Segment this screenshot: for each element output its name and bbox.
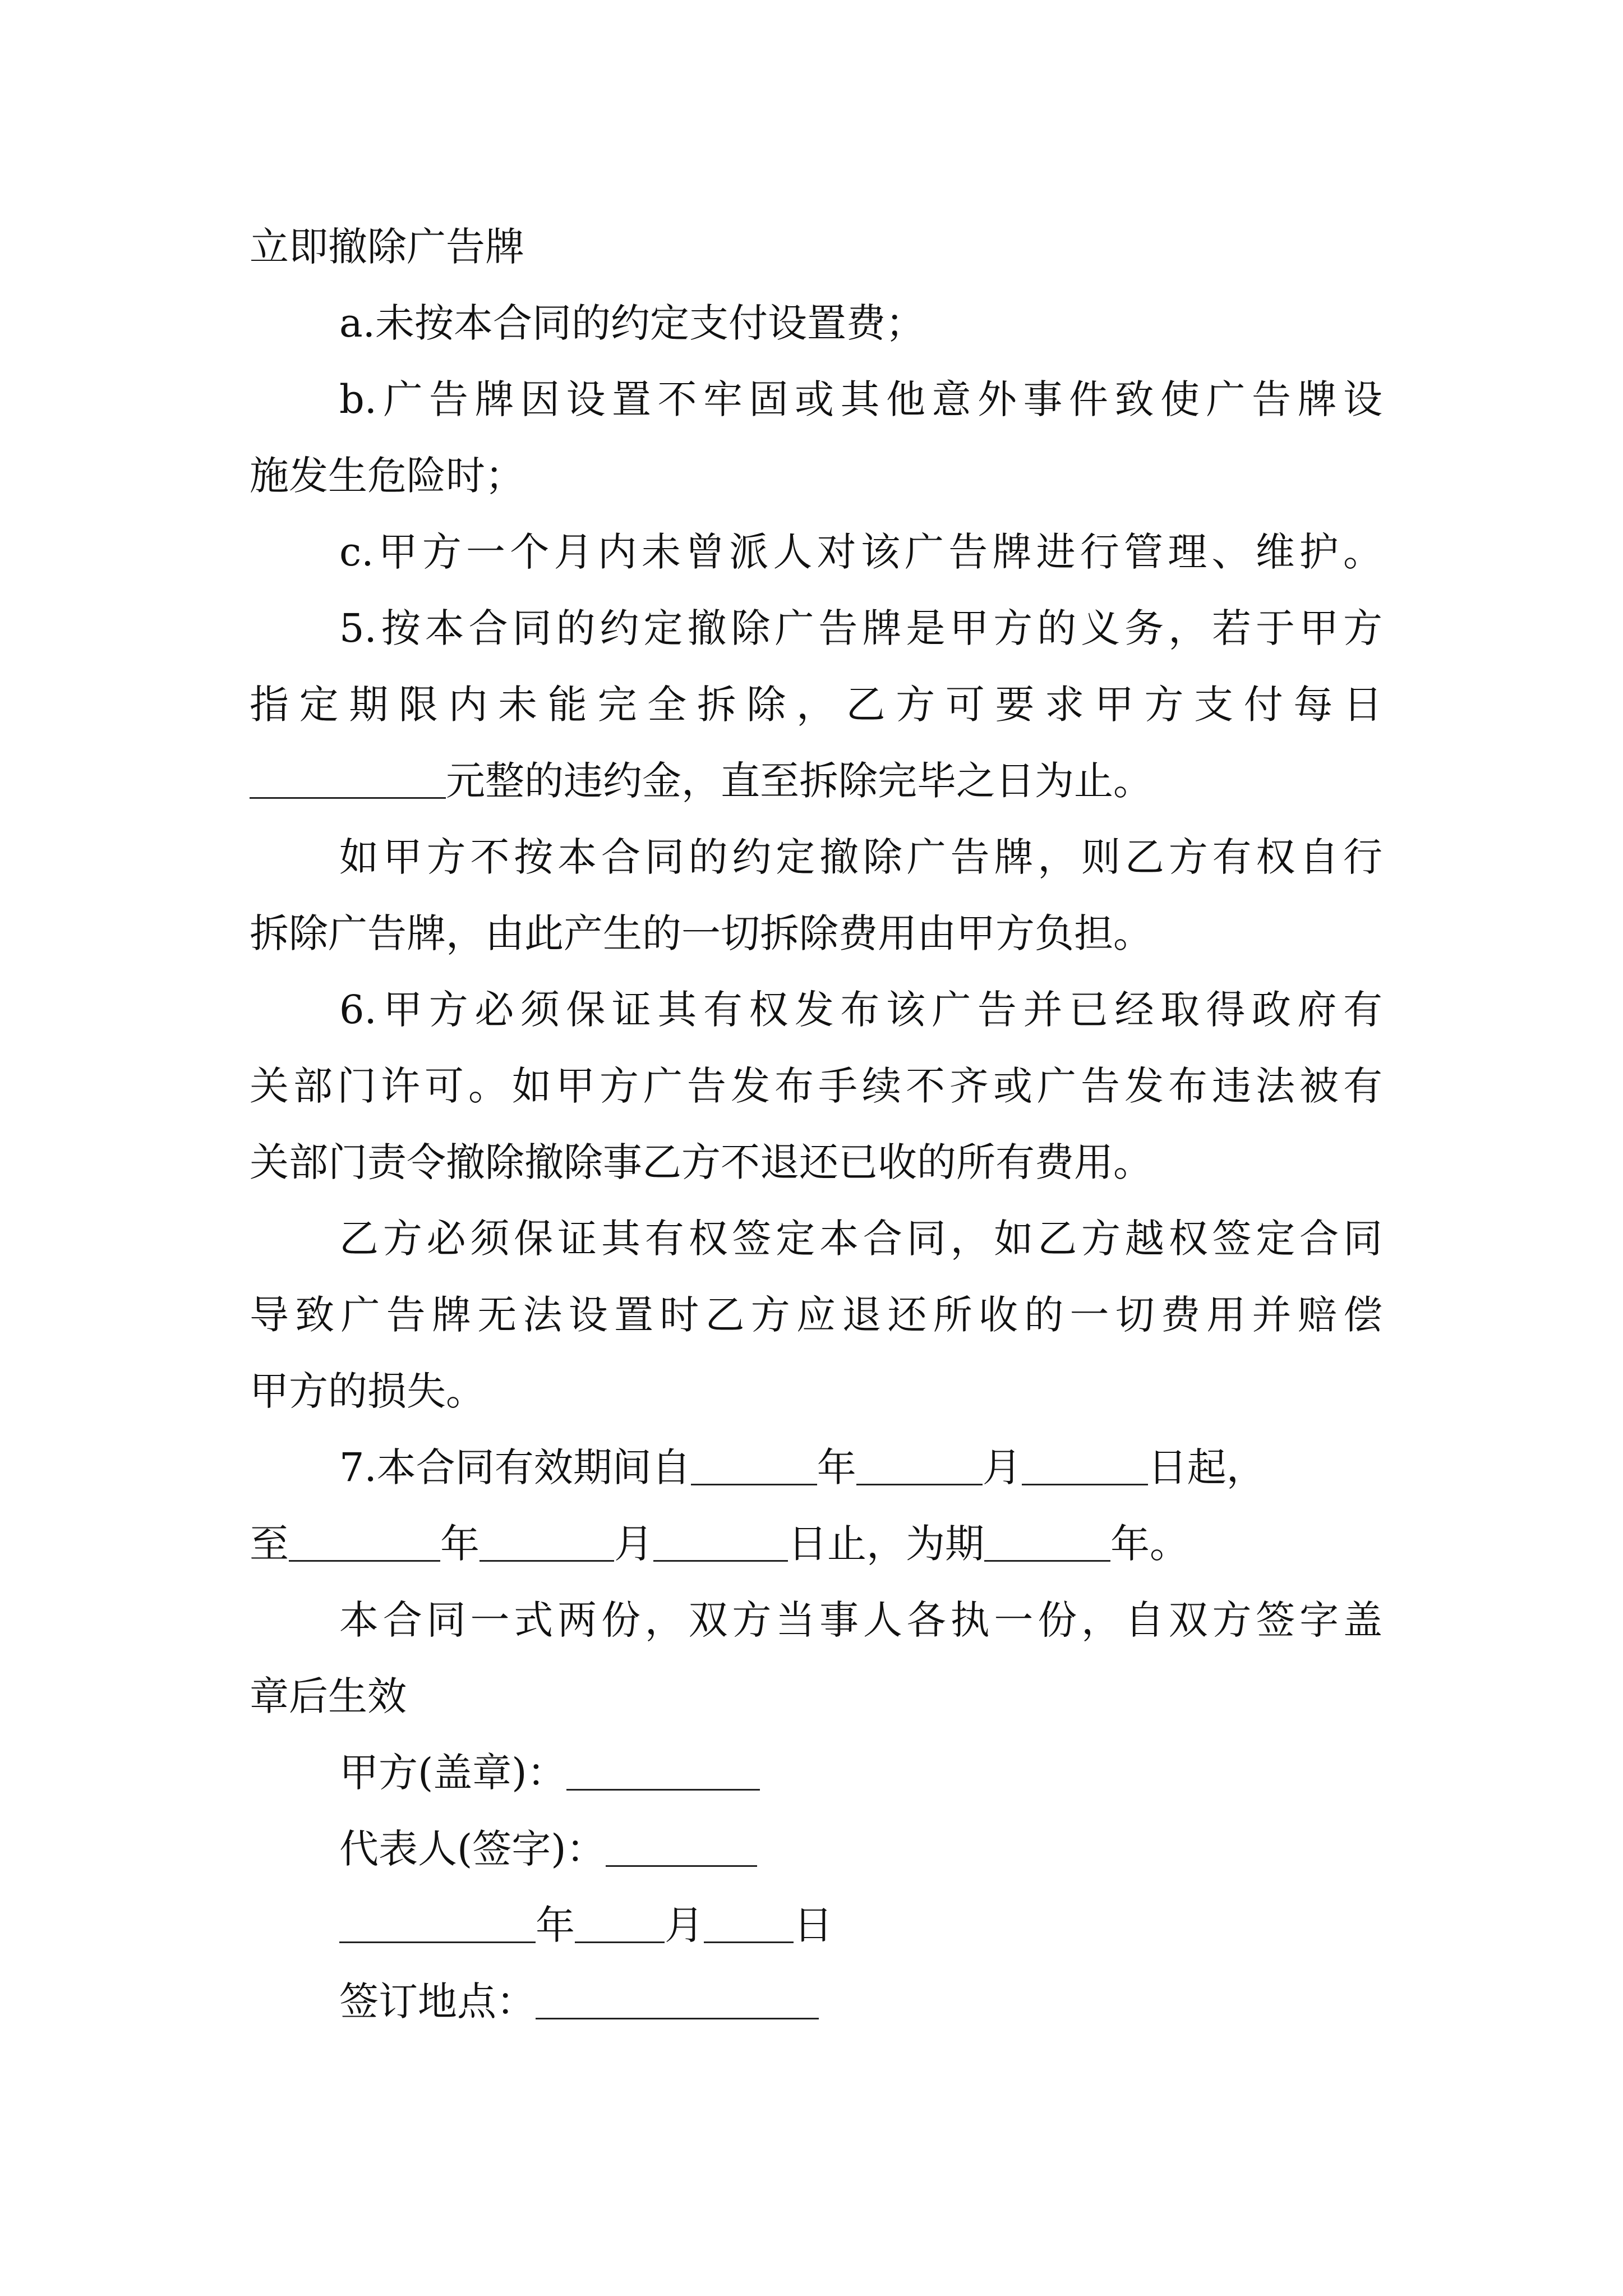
paragraph-line: 甲方的损失。 bbox=[250, 1368, 485, 1414]
end-year-blank[interactable] bbox=[289, 1521, 440, 1562]
sign-place-blank[interactable] bbox=[536, 1978, 819, 2019]
party-a-seal-label: 甲方(盖章)： bbox=[339, 1750, 566, 1796]
contract-text bbox=[250, 209, 1382, 2040]
end-day-blank[interactable] bbox=[653, 1521, 788, 1562]
sign-year-blank[interactable] bbox=[339, 1902, 536, 1943]
paragraph-line: 如甲方不按本合同的约定撤除广告牌，则乙方有权自行 bbox=[339, 834, 1382, 880]
sign-place-line bbox=[250, 1963, 1382, 2040]
clause-7-text: 7.本合同有效期间自 bbox=[339, 1444, 691, 1490]
day-label: 日止，为期 bbox=[788, 1521, 984, 1567]
party-a-seal-line bbox=[250, 1734, 1382, 1811]
sign-date-line bbox=[250, 1887, 1382, 1963]
clause-6-line-2: 关部门许可。如甲方广告发布手续不齐或广告发布违法被有 bbox=[250, 1063, 1382, 1109]
paragraph-line: 拆除广告牌，由此产生的一切拆除费用由甲方负担。 bbox=[250, 910, 1152, 956]
clause-5-line-3 bbox=[250, 743, 1382, 819]
representative-signature-blank[interactable] bbox=[606, 1826, 757, 1867]
sign-place-label: 签订地点： bbox=[339, 1978, 536, 2024]
paragraph-line: 章后生效 bbox=[250, 1673, 407, 1719]
clause-5-line-2: 指定期限内未能完全拆除，乙方可要求甲方支付每日 bbox=[250, 682, 1382, 728]
paragraph-line: 导致广告牌无法设置时乙方应退还所收的一切费用并赔偿 bbox=[250, 1292, 1382, 1338]
year-label: 年 bbox=[536, 1902, 575, 1948]
month-label: 月 bbox=[665, 1902, 704, 1948]
clause-6-line-1: 6.甲方必须保证其有权发布该广告并已经取得政府有 bbox=[339, 987, 1382, 1033]
start-month-blank[interactable] bbox=[856, 1444, 983, 1485]
clause-b-line-1: b.广告牌因设置不牢固或其他意外事件致使广告牌设 bbox=[339, 376, 1382, 422]
start-year-blank[interactable] bbox=[691, 1444, 817, 1485]
paragraph-line: 本合同一式两份，双方当事人各执一份，自双方签字盖 bbox=[339, 1597, 1382, 1643]
year-label: 年 bbox=[440, 1521, 479, 1567]
sign-month-blank[interactable] bbox=[575, 1902, 665, 1943]
representative-line bbox=[250, 1811, 1382, 1887]
to-label: 至 bbox=[250, 1521, 289, 1567]
paragraph-line: 乙方必须保证其有权签定本合同，如乙方越权签定合同 bbox=[339, 1216, 1382, 1262]
clause-b-line-2: 施发生危险时； bbox=[250, 453, 524, 499]
month-label: 月 bbox=[614, 1521, 653, 1567]
clause-5-line-3-text: 元整的违约金，直至拆除完毕之日为止。 bbox=[446, 758, 1152, 804]
party-a-seal-blank[interactable] bbox=[566, 1750, 760, 1791]
clause-c: c.甲方一个月内未曾派人对该广告牌进行管理、维护。 bbox=[339, 529, 1382, 575]
sign-day-blank[interactable] bbox=[704, 1902, 794, 1943]
day-label: 日起， bbox=[1147, 1444, 1266, 1490]
clause-7-line-2 bbox=[250, 1506, 1382, 1582]
clause-a: a.未按本合同的约定支付设置费； bbox=[339, 300, 925, 346]
start-day-blank[interactable] bbox=[1022, 1444, 1148, 1485]
duration-years-blank[interactable] bbox=[984, 1521, 1110, 1562]
day-label: 日 bbox=[794, 1902, 833, 1948]
penalty-amount-blank[interactable] bbox=[250, 758, 446, 799]
years-label: 年。 bbox=[1110, 1521, 1189, 1567]
clause-5-line-1: 5.按本合同的约定撤除广告牌是甲方的义务，若于甲方 bbox=[339, 605, 1382, 651]
clause-7-line-1 bbox=[250, 1429, 1382, 1506]
paragraph-line: 立即撤除广告牌 bbox=[250, 224, 524, 270]
representative-label: 代表人(签字)： bbox=[339, 1826, 606, 1872]
end-month-blank[interactable] bbox=[479, 1521, 614, 1562]
month-label: 月 bbox=[982, 1444, 1022, 1490]
clause-6-line-3: 关部门责令撤除撤除事乙方不退还已收的所有费用。 bbox=[250, 1139, 1152, 1185]
year-label: 年 bbox=[817, 1444, 856, 1490]
